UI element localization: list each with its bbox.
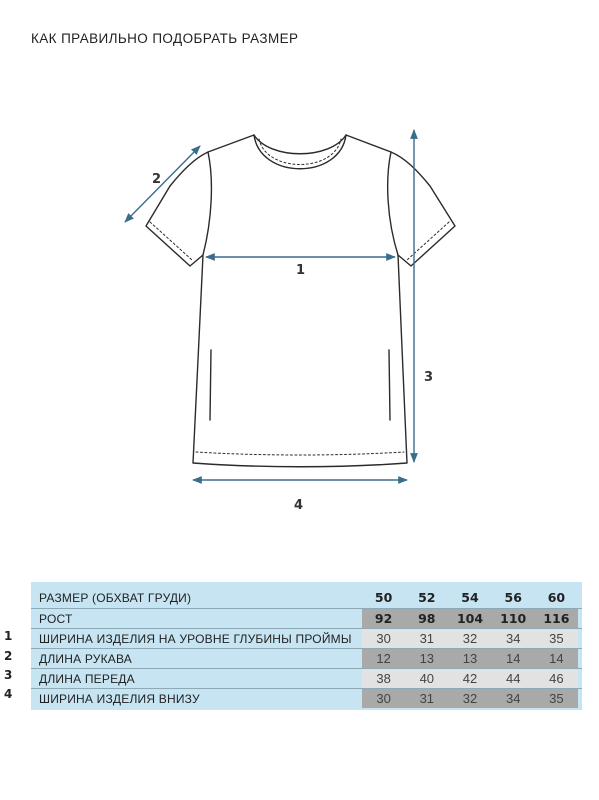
table-cell: 50 [374, 590, 393, 605]
size-table [31, 582, 582, 710]
table-cell: 104 [456, 611, 484, 626]
table-cell: 32 [462, 631, 478, 646]
table-cell: 13 [419, 651, 435, 666]
table-cell: 44 [505, 671, 521, 686]
dimension-label-2: 2 [152, 172, 162, 187]
table-cell: 30 [376, 691, 391, 706]
table-cell: 116 [543, 611, 570, 626]
row-label: ШИРИНА ИЗДЕЛИЯ НА УРОВНЕ ГЛУБИНЫ ПРОЙМЫ [39, 632, 352, 646]
table-cell: 38 [376, 671, 391, 686]
table-row-height [31, 609, 582, 628]
table-cell: 35 [549, 631, 564, 646]
row-values [362, 609, 578, 628]
row-values [362, 588, 578, 607]
row-values [362, 669, 578, 688]
row-number-3: 3 [4, 668, 13, 682]
row-label: РАЗМЕР (ОБХВАТ ГРУДИ) [39, 591, 192, 605]
table-cell: 31 [419, 691, 435, 706]
table-cell: 54 [461, 590, 479, 605]
table-cell: 31 [419, 631, 435, 646]
row-values [362, 629, 578, 648]
row-label: ДЛИНА ПЕРЕДА [39, 672, 135, 686]
table-cell: 14 [505, 651, 521, 666]
table-cell: 46 [549, 671, 564, 686]
row-number-4: 4 [4, 687, 13, 701]
dimension-label-4: 4 [294, 498, 304, 513]
sleeve-length-line [125, 146, 200, 222]
table-cell: 52 [418, 590, 436, 605]
table-cell: 14 [549, 651, 564, 666]
table-row-size [31, 588, 582, 607]
table-cell: 30 [376, 631, 391, 646]
row-number-1: 1 [4, 629, 13, 643]
table-cell: 60 [547, 590, 566, 605]
measurement-lines [125, 130, 414, 480]
row-label: ДЛИНА РУКАВА [39, 652, 132, 666]
table-cell: 34 [505, 691, 521, 706]
table-cell: 92 [374, 611, 393, 626]
row-values [362, 649, 578, 668]
page-title: КАК ПРАВИЛЬНО ПОДОБРАТЬ РАЗМЕР [31, 31, 299, 46]
table-cell: 98 [418, 611, 436, 626]
dimension-label-1: 1 [296, 263, 306, 278]
table-row-bottom-width [31, 689, 582, 708]
table-cell: 13 [462, 651, 478, 666]
table-cell: 42 [462, 671, 478, 686]
table-cell: 12 [376, 651, 391, 666]
row-label: ШИРИНА ИЗДЕЛИЯ ВНИЗУ [39, 692, 200, 706]
table-cell: 110 [500, 611, 527, 626]
table-cell: 56 [504, 590, 522, 605]
row-number-2: 2 [4, 649, 13, 663]
tshirt-outline [146, 135, 455, 467]
table-cell: 35 [549, 691, 564, 706]
row-values [362, 689, 578, 708]
table-row-chest-width [31, 629, 582, 648]
table-cell: 40 [419, 671, 435, 686]
row-label: РОСТ [39, 612, 73, 626]
table-row-front-length [31, 669, 582, 688]
table-row-sleeve-length [31, 649, 582, 668]
table-cell: 32 [462, 691, 478, 706]
dimension-label-3: 3 [424, 370, 434, 385]
table-cell: 34 [505, 631, 521, 646]
